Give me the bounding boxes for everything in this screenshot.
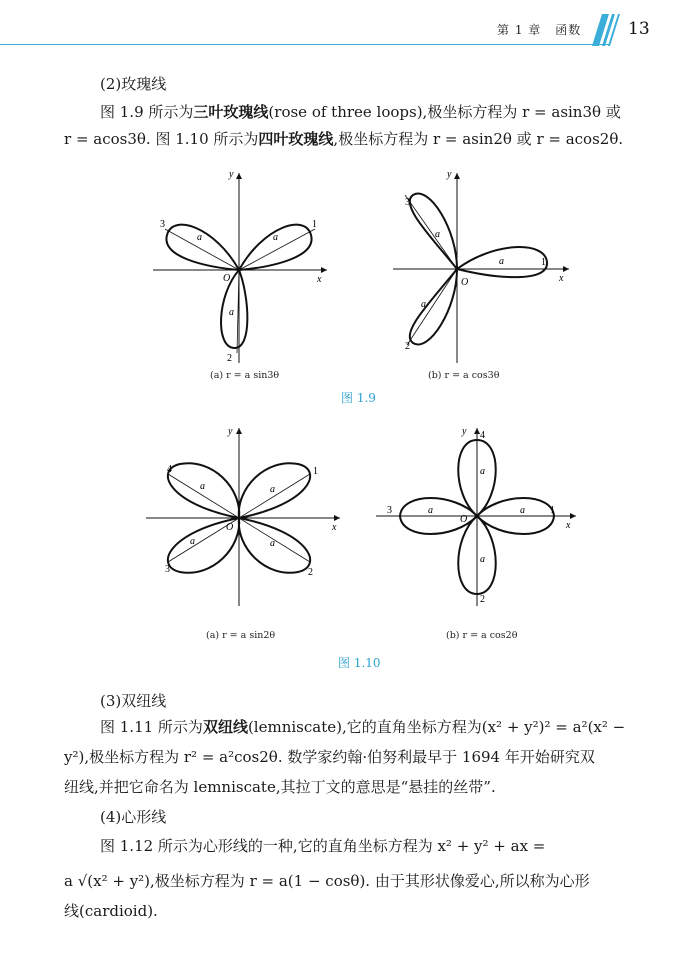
label-y: y	[228, 426, 233, 437]
rose-paragraph-line2	[64, 126, 660, 153]
label-x: x	[317, 274, 322, 285]
chapter-title: 函数	[555, 23, 582, 37]
text-span: (rose of three loops),极坐标方程为 r = asin3θ 或	[268, 103, 621, 121]
label-y: y	[229, 169, 234, 180]
caption-1-10b: (b) r = a cos2θ	[446, 630, 518, 641]
label-origin: O	[226, 522, 234, 533]
text-span: (lemniscate),它的直角坐标方程为(x² + y²)² = a²(x² −	[247, 718, 626, 736]
label-3: 3	[405, 197, 410, 208]
label-1: 1	[550, 505, 555, 516]
header-rule	[0, 44, 610, 45]
label-y: y	[447, 169, 452, 180]
petal-upper-left	[410, 194, 457, 269]
label-2: 2	[308, 567, 313, 578]
figure-title-1-10: 图 1.10	[338, 656, 381, 670]
label-a: a	[229, 307, 234, 318]
caption-1-9a: (a) r = a sin3θ	[210, 370, 280, 381]
chapter-label	[497, 21, 581, 38]
header-stripes-decoration	[592, 14, 622, 46]
label-4: 4	[480, 430, 485, 441]
label-a: a	[270, 538, 275, 549]
label-2: 2	[480, 594, 485, 605]
section-heading-rose: (2)玫瑰线	[100, 75, 167, 93]
figure-1-10b	[368, 420, 583, 610]
caption-1-10a: (a) r = a sin2θ	[206, 630, 276, 641]
label-3: 3	[160, 219, 165, 230]
page-number: 13	[628, 19, 650, 39]
label-a: a	[499, 256, 504, 267]
label-a: a	[480, 554, 485, 565]
lemniscate-paragraph-line2: y²),极坐标方程为 r² = a²cos2θ. 数学家约翰·伯努利最早于 1694 年开始研究双	[64, 748, 595, 766]
section-heading-cardioid: (4)心形线	[100, 808, 167, 826]
text-span: ,极坐标方程为 r = asin2θ 或 r = acos2θ.	[333, 130, 624, 148]
label-4: 4	[167, 464, 172, 475]
cardioid-paragraph-line3: 线(cardioid).	[64, 902, 158, 920]
label-origin: O	[461, 277, 469, 288]
label-a: a	[200, 481, 205, 492]
label-a: a	[480, 466, 485, 477]
petal-left	[166, 225, 239, 270]
lemniscate-paragraph-line3: 纽线,并把它命名为 lemniscate,其拉丁文的意思是“悬挂的丝带”.	[64, 778, 496, 796]
page-header	[0, 0, 678, 46]
label-origin: O	[223, 273, 231, 284]
section-heading-lemniscate: (3)双纽线	[100, 692, 167, 710]
lemniscate-paragraph-line1	[64, 714, 678, 741]
label-a: a	[190, 536, 195, 547]
label-x: x	[559, 273, 564, 284]
label-origin: O	[460, 514, 468, 525]
text-span: 图 1.9 所示为	[100, 103, 194, 121]
label-1: 1	[312, 219, 317, 230]
figure-1-10a	[138, 420, 348, 610]
label-3: 3	[165, 564, 170, 575]
figure-title-1-9: 图 1.9	[341, 391, 376, 405]
label-x: x	[566, 520, 571, 531]
label-a: a	[520, 505, 525, 516]
text-span: 图 1.11 所示为	[100, 718, 203, 736]
label-3: 3	[387, 505, 392, 516]
cardioid-paragraph-line2: a √(x² + y²),极坐标方程为 r = a(1 − cosθ). 由于其形状像爱心,所以称为心形	[64, 872, 590, 890]
chapter-number: 第 1 章	[497, 23, 542, 37]
label-1: 1	[541, 257, 546, 268]
term-four-leaf-rose: 四叶玫瑰线	[258, 130, 334, 148]
label-a: a	[197, 232, 202, 243]
label-a: a	[270, 484, 275, 495]
label-2: 2	[227, 353, 232, 364]
label-a: a	[273, 232, 278, 243]
label-a: a	[421, 299, 426, 310]
term-lemniscate: 双纽线	[202, 718, 248, 736]
label-a: a	[435, 229, 440, 240]
caption-1-9b: (b) r = a cos3θ	[428, 370, 500, 381]
cardioid-paragraph-line1: 图 1.12 所示为心形线的一种,它的直角坐标方程为 x² + y² + ax =	[100, 837, 546, 855]
label-y: y	[462, 426, 467, 437]
term-three-leaf-rose: 三叶玫瑰线	[193, 103, 269, 121]
label-x: x	[332, 522, 337, 533]
figure-1-9a	[145, 165, 335, 370]
radius-line	[239, 474, 310, 518]
text-span: r = acos3θ. 图 1.10 所示为	[64, 130, 259, 148]
figure-1-9b	[385, 165, 580, 370]
label-a: a	[428, 505, 433, 516]
label-2: 2	[405, 341, 410, 352]
rose-paragraph-line1	[64, 99, 678, 126]
label-1: 1	[313, 466, 318, 477]
